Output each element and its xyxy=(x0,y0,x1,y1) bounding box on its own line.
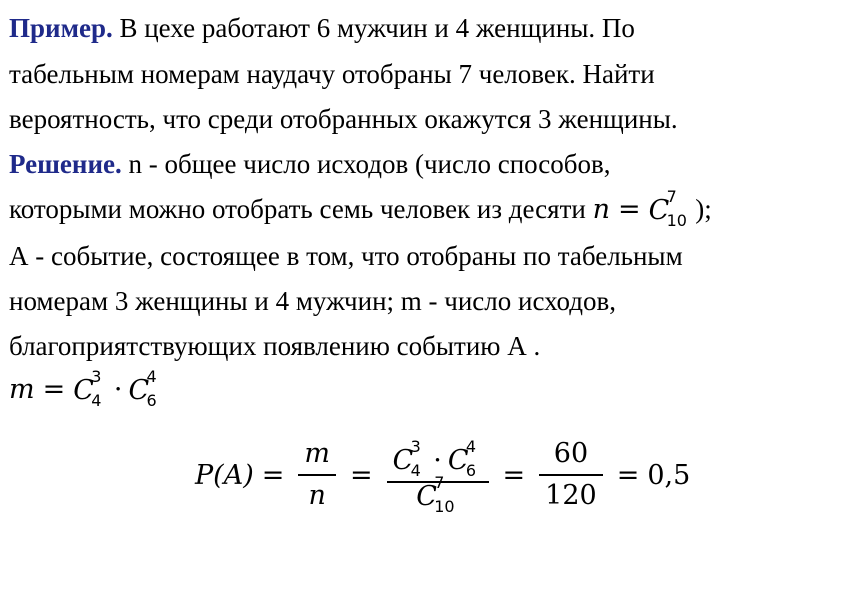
n-definition xyxy=(592,187,687,230)
comb-letter: C xyxy=(648,195,670,226)
equals: = xyxy=(502,459,526,491)
comb-c4-3 xyxy=(73,367,102,410)
equals: = xyxy=(261,459,285,491)
var-p: P xyxy=(195,459,214,491)
solution-line-5: благоприятствующих появлению событию А . xyxy=(9,331,541,361)
comb-sub: 10 xyxy=(434,496,455,516)
dot: · xyxy=(433,444,442,476)
comb-c4-3 xyxy=(392,437,421,480)
comb-letter: C xyxy=(447,445,469,476)
solution-line-3: А - событие, состоящее в том, что отобраны по табельным xyxy=(9,241,683,271)
problem-line-1 xyxy=(9,12,635,44)
problem-line-2: табельным номерам наудачу отобраны 7 человек. Найти xyxy=(9,59,655,89)
event-arg: (A) xyxy=(213,459,254,491)
frac-num: m xyxy=(304,438,330,469)
solution-label: Решение. xyxy=(9,149,122,179)
comb-sup: 7 xyxy=(434,472,445,492)
solution-line-1 xyxy=(9,148,611,180)
solution-line-4: номерам 3 женщины и 4 мужчин; m - число исходов, xyxy=(9,286,617,316)
solution-text-1: n - общее число исходов (число способов, xyxy=(121,149,611,179)
comb-letter: C xyxy=(73,375,94,406)
problem-label: Пример. xyxy=(9,13,113,43)
equals: = xyxy=(42,374,66,405)
comb-letter: C xyxy=(128,375,150,406)
comb-sub: 6 xyxy=(465,461,477,480)
fraction-numeric xyxy=(539,434,603,516)
frac-num-60: 60 xyxy=(553,438,589,469)
equals: = xyxy=(349,459,373,491)
problem-line-3: вероятность, что среди отобранных окажутся 3 женщины. xyxy=(9,104,678,134)
comb-sup: 4 xyxy=(146,367,157,386)
comb-c6-4 xyxy=(128,367,157,410)
solution-tail-2: ); xyxy=(695,194,712,224)
problem-text-1: В цехе работают 6 мужчин и 4 женщины. По xyxy=(112,13,635,43)
var-n: n xyxy=(592,194,610,225)
result-value: 0,5 xyxy=(647,459,691,491)
comb-sub: 4 xyxy=(91,391,102,410)
frac-den-120: 120 xyxy=(545,480,597,511)
equals: = xyxy=(617,194,641,225)
comb-c6-4 xyxy=(447,437,477,480)
m-definition xyxy=(9,367,157,410)
comb-c10-7 xyxy=(416,472,455,516)
solution-line-2 xyxy=(9,187,712,230)
fraction-comb xyxy=(387,437,489,516)
comb-sub: 10 xyxy=(666,211,687,230)
comb-sup: 4 xyxy=(465,437,477,456)
comb-sup: 3 xyxy=(91,367,102,386)
comb-letter: C xyxy=(416,480,437,512)
comb-sup: 3 xyxy=(410,437,421,456)
comb-sup: 7 xyxy=(666,187,677,206)
equals: = xyxy=(616,459,640,491)
probability-formula xyxy=(195,425,690,525)
frac-den: n xyxy=(308,480,326,511)
frac-den-comb xyxy=(410,472,465,516)
dot: · xyxy=(113,374,123,405)
comb-c10-7 xyxy=(648,187,687,230)
comb-sub: 6 xyxy=(146,391,157,410)
fraction-m-over-n xyxy=(298,434,336,516)
comb-sub: 4 xyxy=(410,461,421,480)
comb-letter: C xyxy=(392,445,414,476)
var-m: m xyxy=(9,374,35,405)
solution-text-2: которыми можно отобрать семь человек из десяти xyxy=(9,194,593,224)
